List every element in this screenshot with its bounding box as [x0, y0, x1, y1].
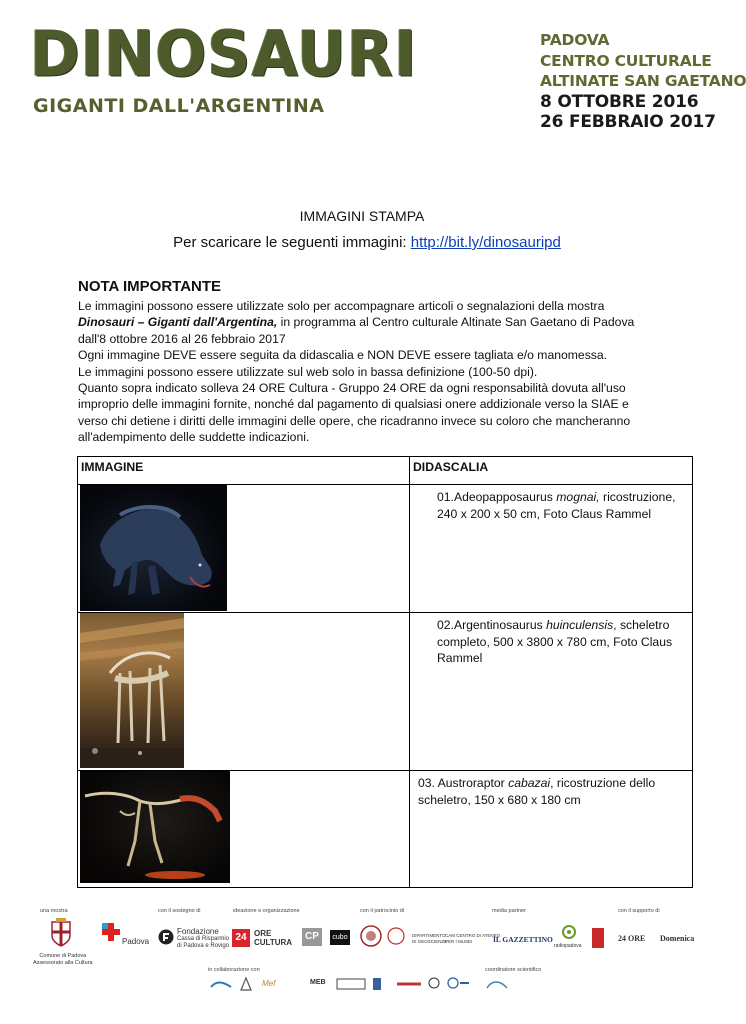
dipartimento-line-1: DIPARTIMENTO — [412, 933, 446, 938]
ore24-cultura-text — [254, 929, 292, 947]
label-coordinatore: coordinatore scientifico — [485, 967, 542, 973]
nota-p1-title: Dinosauri – Giganti dall'Argentina, — [78, 315, 278, 330]
padova-logo-text: Padova — [122, 937, 150, 946]
header-immagine: IMMAGINE — [78, 457, 410, 485]
gazzettino-logo: IL GAZZETTINO — [493, 935, 553, 944]
caption-cell — [410, 485, 693, 613]
museo-line-1: CAM CENTRO DI ATENEO — [445, 933, 501, 938]
venue-name-1: CENTRO CULTURALE — [540, 51, 712, 70]
domenica-logo: Domenica — [660, 934, 695, 943]
label-una-mostra: una mostra — [40, 908, 68, 914]
ore24-line-2: CULTURA — [254, 938, 293, 947]
label-media-partner: media partner — [492, 908, 526, 914]
sole24ore-logo: 24 ORE — [618, 934, 646, 943]
supporto-badge-icon — [592, 928, 604, 948]
caption-1-post: ricostruzione, 240 x 200 x 50 cm, Foto Claus Rammel — [437, 490, 676, 521]
padova-cross-icon — [102, 923, 120, 941]
label-sostegno: con il sostegno di — [158, 908, 201, 914]
partner-logo-2-icon — [240, 977, 252, 991]
partner-logo-5-icon — [428, 976, 440, 990]
nota-paragraph-4: Quanto sopra indicato solleva 24 ORE Cultura - Gruppo 24 ORE da ogni responsabilità dovuta all'uso improprio delle immagini fornite, nonché dal pagamento di qualsiasi onere addizionale verso la SIAE e verso chi detiene i diritti delle immagini delle opere, che ricadranno invece su coloro che mancheranno all'adempimento delle suddette indicazioni. — [78, 381, 631, 445]
nota-paragraph-3: Le immagini possono essere utilizzate sul web solo in bassa definizione (100-50 dpi). — [78, 364, 538, 379]
partner-logo-3-icon — [372, 977, 382, 991]
venue-date-end: 26 FEBBRAIO 2017 — [540, 112, 716, 132]
ore24-line-1: ORE — [254, 929, 272, 938]
venue-name-2: ALTINATE SAN GAETANO — [540, 72, 746, 90]
logo-title: DINOSAURI — [30, 17, 418, 92]
radiopadova-text: radiopadova — [554, 943, 582, 949]
comune-line-2: Assessorato alla Cultura — [33, 960, 93, 966]
meb-logo: MEB — [310, 979, 326, 986]
venue-block — [540, 30, 746, 133]
header-didascalia: DIDASCALIA — [410, 457, 693, 485]
skeleton-hall-image — [80, 613, 184, 768]
partner-logo-1-icon — [210, 979, 232, 991]
dipartimento-line-2: DI GEOSCIENZE — [412, 938, 448, 944]
nota-paragraph-2: Ogni immagine DEVE essere seguita da didascalia e NON DEVE essere tagliata e/o manomessa. — [78, 348, 608, 363]
label-collaborazione: in collaborazione con — [208, 967, 260, 973]
table-header-row — [78, 457, 693, 485]
image-cell — [78, 485, 410, 613]
accademia-seal-icon — [387, 927, 405, 945]
page-title: IMMAGINI STAMPA — [299, 208, 425, 224]
image-cell — [78, 771, 410, 888]
nota-p1-c: in programma al Centro culturale Altinate San Gaetano di Padova dall'8 ottobre 2016 al 26 febbraio 2017 — [78, 315, 635, 346]
comune-name — [33, 953, 93, 967]
museo-text — [445, 933, 500, 944]
cp-logo: CP — [302, 928, 322, 946]
table-row — [78, 613, 693, 771]
ore24-badge: 24 — [232, 929, 250, 947]
nota-heading: NOTA IMPORTANTE — [78, 278, 222, 295]
images-table — [77, 456, 693, 888]
coordinatore-logo-icon — [486, 978, 508, 990]
dipartimento-text — [412, 933, 447, 944]
caption-2-post: , scheletro completo, 500 x 3800 x 780 cm, Foto Claus Rammel — [437, 618, 673, 665]
caption-3-post: , ricostruzione dello scheletro, 150 x 680 x 180 cm — [418, 776, 656, 807]
caption-3-pre: 03. Austroraptor — [418, 776, 509, 790]
caption-2 — [410, 613, 692, 667]
nota-body — [78, 298, 658, 446]
fondazione-line-3: di Padova e Rovigo — [177, 943, 230, 949]
caption-cell — [410, 613, 693, 771]
university-seal-icon — [360, 925, 382, 947]
skeleton-image — [80, 771, 230, 883]
table-row — [78, 771, 693, 888]
download-text: Per scaricare le seguenti immagini: — [173, 234, 411, 251]
caption-3-species: cabazai — [508, 776, 551, 790]
label-patrocinio: con il patrocinio di — [360, 908, 405, 914]
caption-1-species: mognai, — [556, 490, 600, 504]
label-supporto: con il supporto di — [618, 908, 660, 914]
fondazione-icon — [158, 929, 174, 945]
fondazione-line-2: Cassa di Risparmio — [177, 936, 230, 942]
comune-crest-icon — [50, 918, 72, 948]
caption-cell — [410, 771, 693, 888]
sponsor-footer — [30, 903, 700, 1018]
fondazione-text — [177, 927, 229, 950]
nota-p1-a: Le immagini possono essere utilizzate solo per accompagnare articoli o segnalazioni della mostra — [78, 299, 605, 313]
photo-austroraptor — [80, 771, 230, 883]
logo-subtitle: GIGANTI DALL'ARGENTINA — [33, 95, 325, 117]
image-cell — [78, 613, 410, 771]
mef-logo: Mef — [262, 979, 276, 988]
comune-line-1: Comune di Padova — [39, 953, 87, 959]
photo-adeopapposaurus — [80, 485, 227, 611]
photo-argentinosaurus — [80, 613, 184, 768]
caption-3 — [410, 771, 692, 808]
venue-date-start: 8 OTTOBRE 2016 — [540, 91, 699, 112]
partner-logo-4-icon — [396, 979, 422, 989]
caption-1 — [410, 485, 692, 522]
museo-logo-icon — [336, 978, 366, 990]
fondazione-line-1: Fondazione — [177, 927, 219, 936]
caption-1-pre: 01.Adeopapposaurus — [437, 490, 557, 504]
cubo-logo: cubo — [330, 930, 350, 945]
nota-paragraph-1 — [78, 298, 658, 347]
venue-city: PADOVA — [540, 31, 610, 49]
label-ideazione: ideazione e organizzazione — [233, 908, 300, 914]
download-link[interactable]: http://bit.ly/dinosauripd — [410, 234, 561, 251]
caption-2-pre: 02.Argentinosaurus — [437, 618, 547, 632]
museo-line-2: PER I MUSEI — [445, 938, 473, 944]
download-line — [0, 234, 734, 251]
partner-logo-6-icon — [446, 976, 470, 990]
table-row — [78, 485, 693, 613]
radio-icon — [562, 925, 576, 939]
caption-2-species: huinculensis — [546, 618, 614, 632]
dinosaur-reconstruction-image — [80, 485, 227, 611]
